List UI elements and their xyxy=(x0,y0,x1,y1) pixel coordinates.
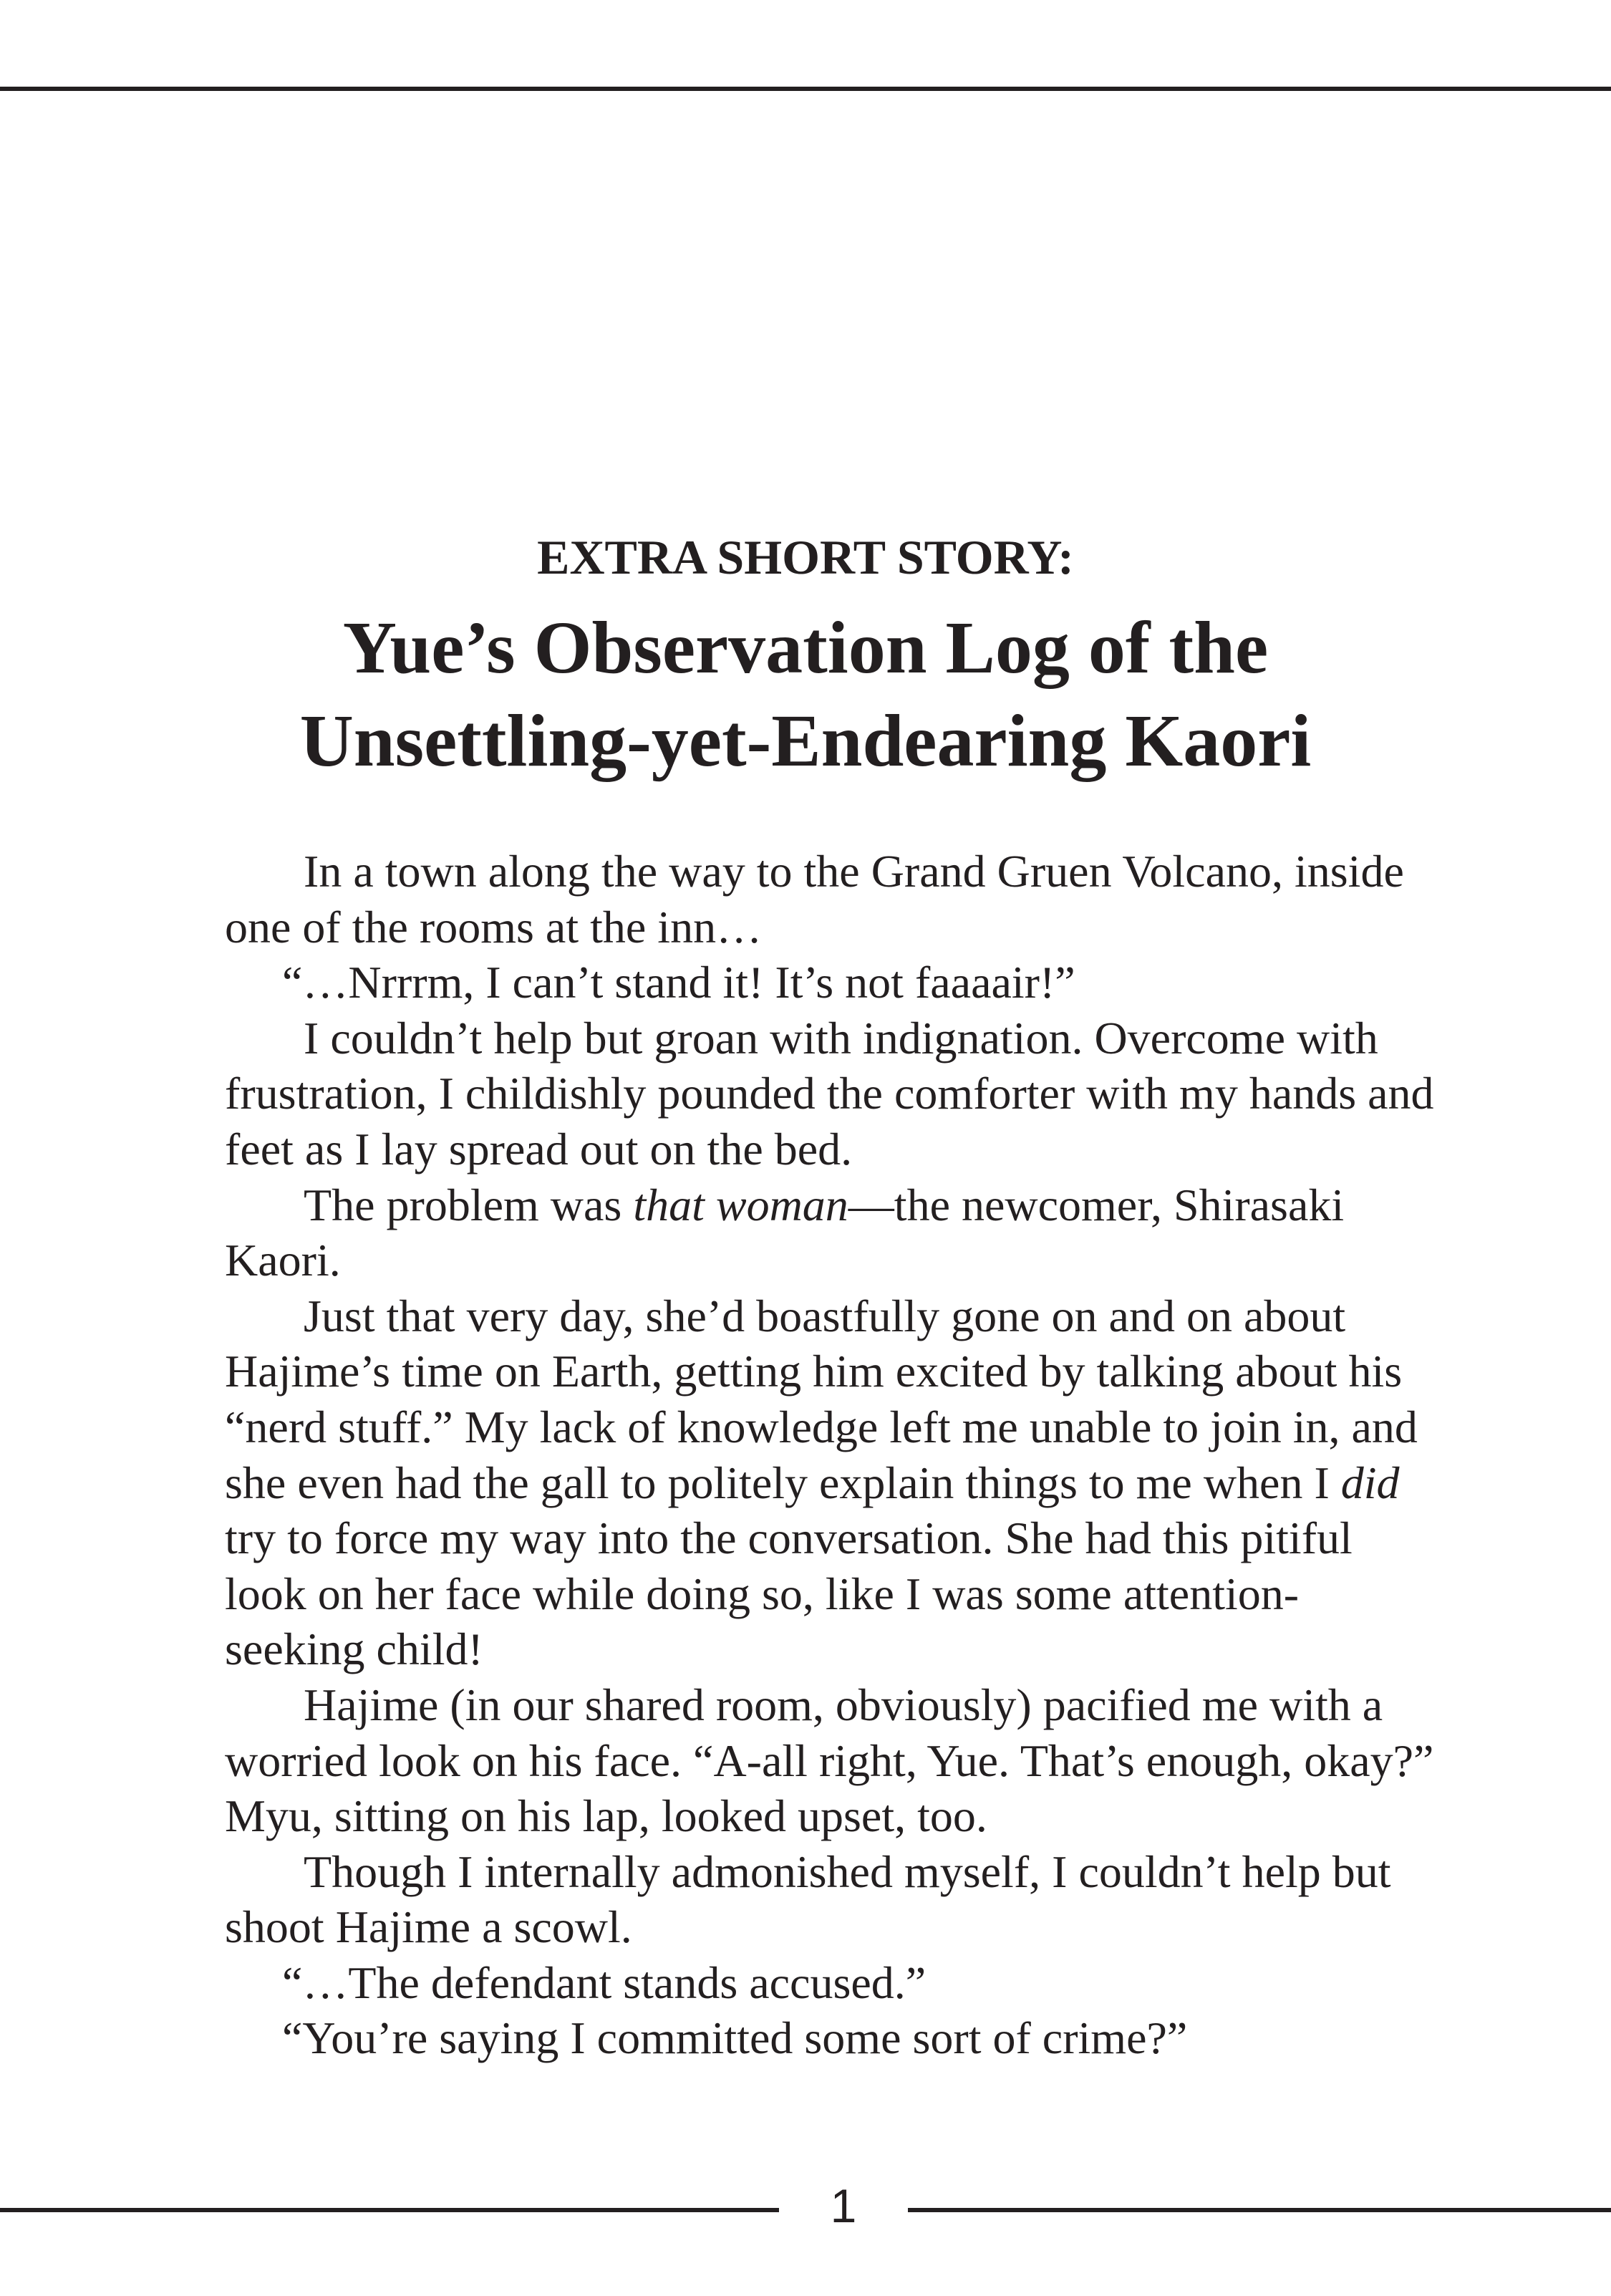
paragraph xyxy=(225,1177,1435,1288)
text-segment: —the newcomer, Shirasaki Kaori. xyxy=(225,1179,1345,1286)
paragraph xyxy=(225,844,1435,955)
story-body xyxy=(225,844,1435,2066)
text-segment: The problem was xyxy=(304,1179,634,1230)
section-kicker: EXTRA SHORT STORY: xyxy=(537,530,1074,584)
footer-rule-right xyxy=(908,2208,1611,2212)
text-segment: Though I internally admonished myself, I couldn’t help but shoot Hajime a scowl. xyxy=(225,1846,1391,1953)
text-segment: “…The defendant stands accused.” xyxy=(282,1957,927,2008)
text-segment: I couldn’t help but groan with indignation. Overcome with frustration, I childishly pounded the comforter with my hands and feet as I lay spread out on the bed. xyxy=(225,1012,1434,1174)
paragraph xyxy=(225,1288,1435,1677)
dialogue-line xyxy=(225,2010,1435,2066)
emphasis-text: that woman xyxy=(633,1179,848,1230)
dialogue-line xyxy=(225,1955,1435,2011)
text-segment: “You’re saying I committed some sort of crime?” xyxy=(282,2012,1188,2064)
page-number: 1 xyxy=(830,2179,857,2232)
paragraph xyxy=(225,1844,1435,1955)
text-segment: “…Nrrrm, I can’t stand it! It’s not faaaair!” xyxy=(282,957,1075,1008)
title-line-2: Unsettling-yet-Endearing Kaori xyxy=(299,700,1312,782)
text-segment: try to force my way into the conversation. She had this pitiful look on her face while doing so, like I was some attention-seeking child! xyxy=(225,1513,1353,1675)
text-segment: Just that very day, she’d boastfully gone on and on about Hajime’s time on Earth, getting him excited by talking about his “nerd stuff.” My lack of knowledge left me unable to join in, and she even had the gall to politely explain things to me when I xyxy=(225,1290,1418,1508)
top-rule xyxy=(0,87,1611,91)
story-title xyxy=(0,602,1611,788)
text-segment: In a town along the way to the Grand Gruen Volcano, inside one of the rooms at the inn… xyxy=(225,846,1404,952)
footer-rule-left xyxy=(0,2208,779,2212)
text-segment: Hajime (in our shared room, obviously) pacified me with a worried look on his face. “A-all right, Yue. That’s enough, okay?” Myu, sitting on his lap, looked upset, too. xyxy=(225,1679,1434,1842)
dialogue-line xyxy=(225,955,1435,1010)
paragraph xyxy=(225,1010,1435,1177)
title-line-1: Yue’s Observation Log of the xyxy=(342,607,1269,689)
paragraph xyxy=(225,1677,1435,1844)
emphasis-text: did xyxy=(1340,1457,1400,1508)
